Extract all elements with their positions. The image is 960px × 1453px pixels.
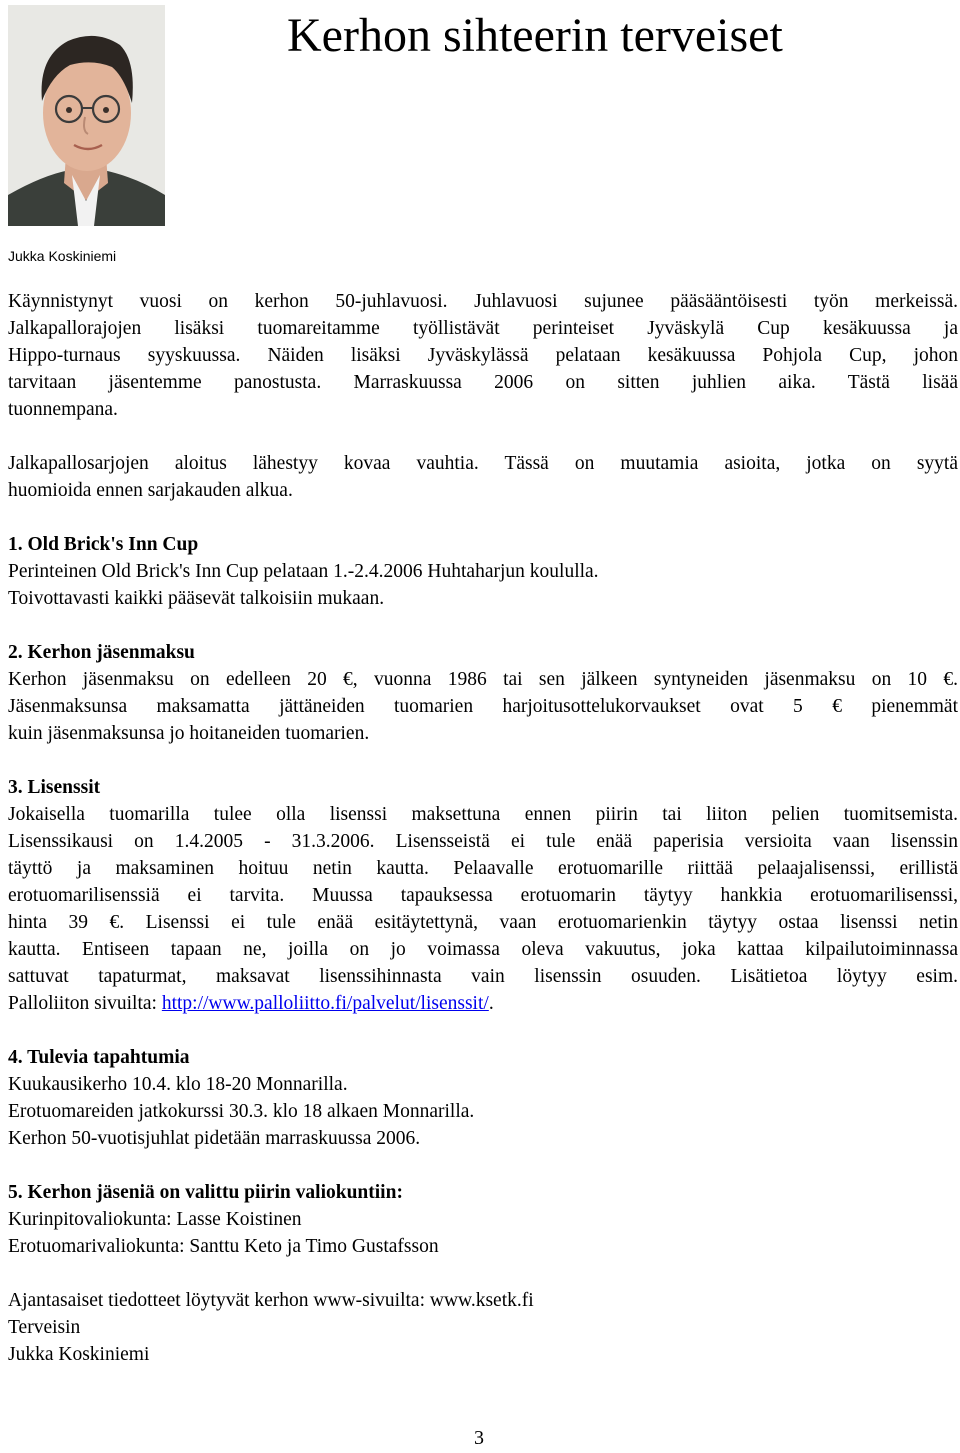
season-line: Jalkapallosarjojen aloitus lähestyy kovaa vauhtia. Tässä on muutamia asioita, jotka on syytä xyxy=(8,453,958,474)
section-heading: 4. Tulevia tapahtumia xyxy=(8,1047,190,1068)
closing-line: Terveisin xyxy=(8,1317,81,1338)
link-prefix: Palloliiton sivuilta: xyxy=(8,993,162,1014)
section-line: Jäsenmaksunsa maksamatta jättäneiden tuomarien harjoitusottelukorvaukset ovat 5 € pienemmät xyxy=(8,696,958,717)
intro-line: tarvitaan jäsentemme panostusta. Marraskuussa 2006 on sitten juhlien aika. Tästä lisää xyxy=(8,372,958,393)
section-line: Perinteinen Old Brick's Inn Cup pelataan 1.-2.4.2006 Huhtaharjun koululla. xyxy=(8,561,599,582)
intro-line: Hippo-turnaus syyskuussa. Näiden lisäksi Jyväskylässä pelataan kesäkuussa Pohjola Cup, johon xyxy=(8,345,958,366)
section-heading: 1. Old Brick's Inn Cup xyxy=(8,534,199,555)
section-line: Toivottavasti kaikki pääsevät talkoisiin mukaan. xyxy=(8,588,385,609)
season-line: huomioida ennen sarjakauden alkua. xyxy=(8,480,293,501)
section-line: kuin jäsenmaksunsa jo hoitaneiden tuomarien. xyxy=(8,723,370,744)
event-item: Kuukausikerho 10.4. klo 18-20 Monnarilla. xyxy=(8,1074,348,1095)
section-line: Lisenssikausi on 1.4.2005 - 31.3.2006. Lisensseistä ei tule enää paperisia versioita vaan lisenssin xyxy=(8,831,958,852)
intro-paragraph xyxy=(8,288,958,423)
portrait-image xyxy=(8,5,165,226)
section-line: täyttö ja maksaminen hoituu netin kautta. Pelaavalle erotuomarille riittää pelaajalisenssi, erillistä xyxy=(8,858,958,879)
page-title: Kerhon sihteerin terveiset xyxy=(287,9,783,62)
section-heading: 3. Lisenssit xyxy=(8,777,101,798)
committee-item: Kurinpitovaliokunta: Lasse Koistinen xyxy=(8,1209,302,1230)
page-number: 3 xyxy=(474,1427,484,1449)
link-suffix: . xyxy=(488,993,494,1014)
section-line: Kerhon jäsenmaksu on edelleen 20 €, vuonna 1986 tai sen jälkeen syntyneiden jäsenmaksu on 10 €. xyxy=(8,669,958,690)
section-old-bricks-cup xyxy=(8,531,958,612)
palloliitto-license-link[interactable]: http://www.palloliitto.fi/palvelut/lisenssit/ xyxy=(161,993,489,1014)
section-line: kautta. Entiseen tapaan ne, joilla on jo voimassa oleva vakuutus, joka kattaa kilpailutoiminnassa xyxy=(8,939,958,960)
author-photo xyxy=(8,5,165,226)
season-paragraph xyxy=(8,450,958,504)
section-upcoming-events xyxy=(8,1044,958,1152)
signature-name: Jukka Koskiniemi xyxy=(8,1344,150,1365)
event-item: Kerhon 50-vuotisjuhlat pidetään marraskuussa 2006. xyxy=(8,1128,421,1149)
section-line: sattuvat tapaturmat, maksavat lisenssihinnasta vain lisenssin osuuden. Lisätietoa löytyy esim. xyxy=(8,966,958,987)
section-heading: 2. Kerhon jäsenmaksu xyxy=(8,642,195,663)
intro-line: tuonnempana. xyxy=(8,399,118,420)
closing-line: Ajantasaiset tiedotteet löytyvät kerhon www-sivuilta: www.ksetk.fi xyxy=(8,1290,534,1311)
section-licenses xyxy=(8,774,958,1017)
section-line: Jokaisella tuomarilla tulee olla lisenssi maksettuna ennen piirin tai liiton pelien tuomitsemista. xyxy=(8,804,958,825)
intro-line: Käynnistynyt vuosi on kerhon 50-juhlavuosi. Juhlavuosi sujunee pääsääntöisesti työn merkeissä. xyxy=(8,291,958,312)
section-committees xyxy=(8,1179,958,1260)
event-item: Erotuomareiden jatkokurssi 30.3. klo 18 alkaen Monnarilla. xyxy=(8,1101,475,1122)
section-line xyxy=(8,990,958,1017)
committee-item: Erotuomarivaliokunta: Santtu Keto ja Timo Gustafsson xyxy=(8,1236,439,1257)
article-body xyxy=(8,288,958,1368)
intro-line: Jalkapallorajojen lisäksi tuomareitamme työllistävät perinteiset Jyväskylä Cup kesäkuussa ja xyxy=(8,318,958,339)
section-line: erotuomarilisenssiä ei tarvita. Muussa tapauksessa erotuomarin täytyy hankkia erotuomarilisenssi, xyxy=(8,885,958,906)
closing-signature xyxy=(8,1287,958,1368)
photo-caption: Jukka Koskiniemi xyxy=(8,248,117,264)
section-membership-fee xyxy=(8,639,958,747)
section-heading: 5. Kerhon jäseniä on valittu piirin valiokuntiin: xyxy=(8,1182,403,1203)
section-line: hinta 39 €. Lisenssi ei tule enää esitäytettynä, vaan erotuomarienkin täytyy ostaa lisenssi netin xyxy=(8,912,958,933)
